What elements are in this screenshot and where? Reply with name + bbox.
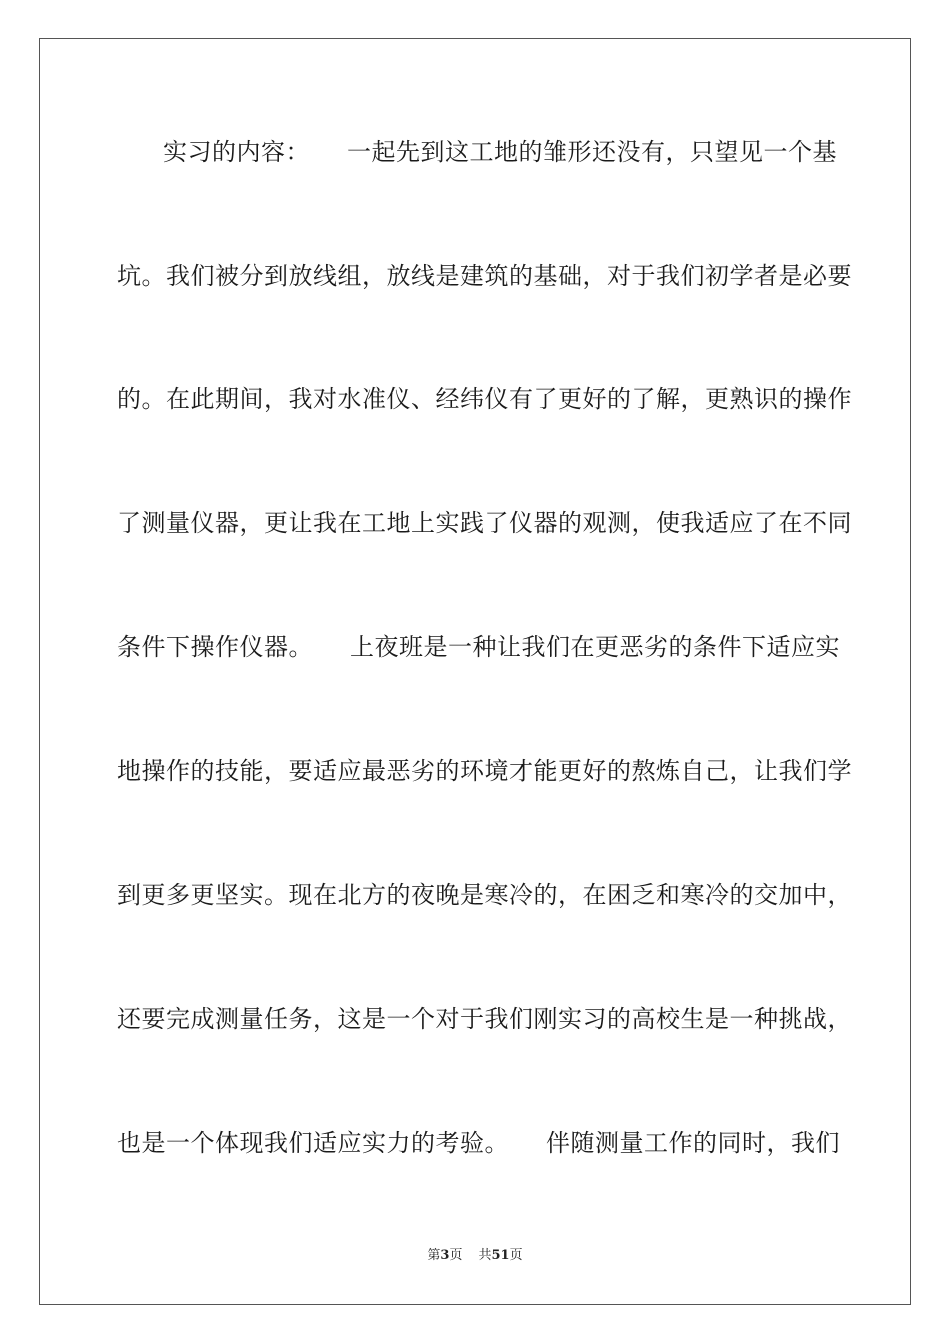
- text-line-4: 了测量仪器，更让我在工地上实践了仪器的观测，使我适应了在不同: [117, 509, 852, 537]
- text-line-6: 地操作的技能，要适应最恶劣的环境才能更好的熬炼自己，让我们学: [117, 757, 852, 785]
- text-line-8: 还要完成测量任务，这是一个对于我们刚实习的高校生是一种挑战，: [117, 1005, 852, 1033]
- page-footer: [0, 1246, 950, 1266]
- page-indicator: 第3页: [427, 1248, 463, 1263]
- text-line-1: 实习的内容： 一起先到这工地的雏形还没有，只望见一个基: [163, 138, 837, 166]
- text-line-3: 的。在此期间，我对水准仪、经纬仪有了更好的了解，更熟识的操作: [117, 385, 852, 413]
- total-pages-indicator: 共51页: [478, 1248, 523, 1263]
- text-line-5: 条件下操作仪器。 上夜班是一种让我们在更恶劣的条件下适应实: [117, 633, 840, 661]
- text-line-7: 到更多更坚实。现在北方的夜晚是寒冷的，在困乏和寒冷的交加中，: [117, 881, 852, 909]
- text-line-2: 坑。我们被分到放线组，放线是建筑的基础，对于我们初学者是必要: [117, 262, 852, 290]
- page-frame: [39, 38, 911, 1305]
- text-line-9: 也是一个体现我们适应实力的考验。 伴随测量工作的同时，我们: [117, 1129, 840, 1157]
